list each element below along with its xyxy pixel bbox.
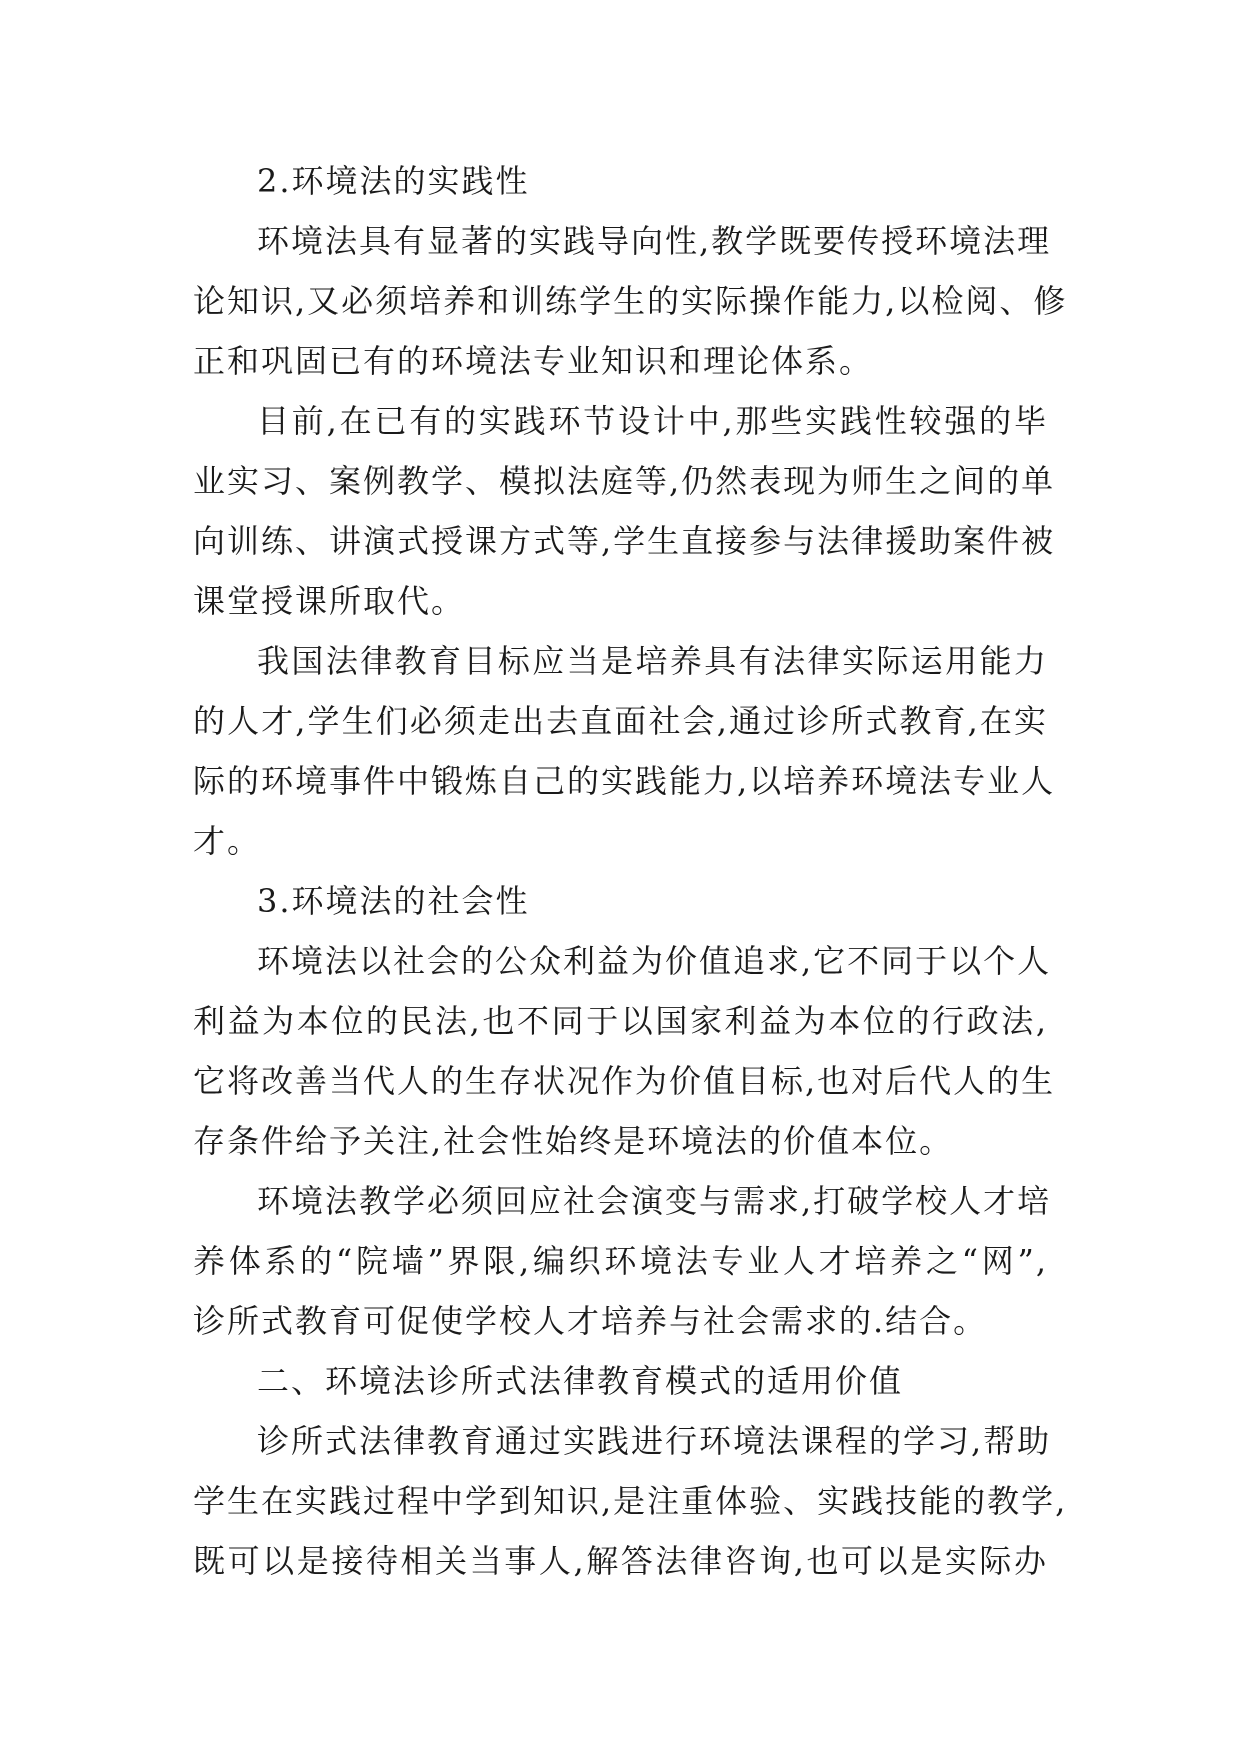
paragraph-line: 养体系的“院墙”界限,编织环境法专业人才培养之“网”, <box>193 1242 1048 1280</box>
paragraph-line: 业实习、案例教学、模拟法庭等,仍然表现为师生之间的单 <box>193 462 1056 500</box>
paragraph-line: 环境法教学必须回应社会演变与需求,打破学校人才培 <box>257 1182 1052 1220</box>
paragraph-line: 学生在实践过程中学到知识,是注重体验、实践技能的教学, <box>193 1482 1068 1520</box>
paragraph-line: 的人才,学生们必须走出去直面社会,通过诊所式教育,在实 <box>193 702 1048 740</box>
paragraph-line: 诊所式法律教育通过实践进行环境法课程的学习,帮助 <box>257 1422 1052 1460</box>
paragraph-line: 我国法律教育目标应当是培养具有法律实际运用能力 <box>257 642 1048 680</box>
paragraph-line: 才。 <box>193 822 262 860</box>
paragraph-line: 既可以是接待相关当事人,解答法律咨询,也可以是实际办 <box>193 1542 1048 1580</box>
paragraph-line: 环境法具有显著的实践导向性,教学既要传授环境法理 <box>257 222 1052 260</box>
paragraph-line: 论知识,又必须培养和训练学生的实际操作能力,以检阅、修 <box>193 282 1068 320</box>
paragraph-line: 目前,在已有的实践环节设计中,那些实践性较强的毕 <box>257 402 1048 440</box>
paragraph-line: 存条件给予关注,社会性始终是环境法的价值本位。 <box>193 1122 954 1160</box>
paragraph-line: 正和巩固已有的环境法专业知识和理论体系。 <box>193 342 874 380</box>
paragraph-line: 诊所式教育可促使学校人才培养与社会需求的.结合。 <box>193 1302 988 1340</box>
heading-practicality: 2.环境法的实践性 <box>257 162 530 200</box>
paragraph-line: 环境法以社会的公众利益为价值追求,它不同于以个人 <box>257 942 1052 980</box>
heading-sociality: 3.环境法的社会性 <box>257 882 530 920</box>
paragraph-line: 际的环境事件中锻炼自己的实践能力,以培养环境法专业人 <box>193 762 1056 800</box>
heading-section-two: 二、环境法诊所式法律教育模式的适用价值 <box>257 1362 904 1400</box>
paragraph-line: 课堂授课所取代。 <box>193 582 466 620</box>
paragraph-line: 它将改善当代人的生存状况作为价值目标,也对后代人的生 <box>193 1062 1056 1100</box>
paragraph-line: 向训练、讲演式授课方式等,学生直接参与法律援助案件被 <box>193 522 1056 560</box>
paragraph-line: 利益为本位的民法,也不同于以国家利益为本位的行政法, <box>193 1002 1048 1040</box>
